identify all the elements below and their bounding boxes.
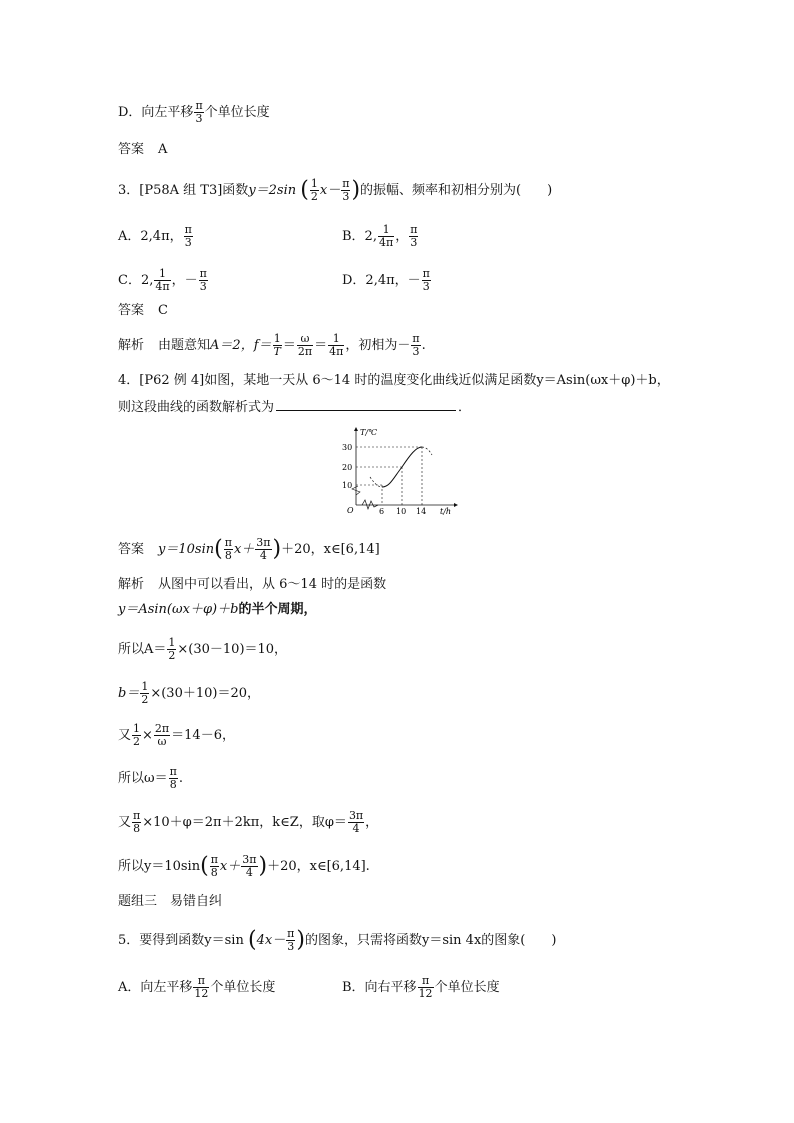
fraction: $\frac{\pi}{3}$	[342, 177, 350, 203]
fraction: $\frac{\pi}{3}$	[184, 223, 192, 249]
fraction: $\frac{1}{4\pi}$	[155, 267, 170, 293]
option-d-line-q3: D．2,4π，－ $\frac{\pi}{3}$	[342, 267, 430, 293]
analysis-line-q4-7: 又 $\frac{\pi}{8}$ ×10＋φ＝2π＋2kπ，k∈Z，取φ＝ $\frac{3\pi}{4}$ ，	[118, 809, 379, 835]
analysis-line-q4-8: 所以y＝10sin( $\frac{\pi}{8}$ x＋ $\frac{3\pi}{4}$ )＋20，x∈[6,14].	[118, 853, 370, 879]
fraction: $\frac{1}{T}$	[273, 332, 281, 358]
answer-line	[118, 142, 167, 158]
fraction: $\frac{1}{2}$	[133, 722, 141, 748]
y-tick-10: 10	[342, 481, 353, 490]
fraction: $\frac{\pi}{8}$	[224, 536, 232, 562]
fraction: $\frac{\pi}{3}$	[287, 927, 295, 953]
y-tick-20: 20	[342, 463, 353, 472]
fraction: $\frac{\pi}{8}$	[133, 809, 141, 835]
question-4-stem-line1: 4．[P62 例 4]如图，某地一天从 6～14 时的温度变化曲线近似满足函数y＝Asin(ωx＋φ)＋b，	[118, 373, 670, 388]
y-tick-30: 30	[342, 443, 353, 452]
fraction: $\frac{1}{2}$	[168, 636, 176, 662]
origin-label: O	[347, 506, 354, 515]
q5-option-a: A．向左平移 $\frac{\pi}{12}$ 个单位长度	[118, 974, 276, 1000]
x-tick-14: 14	[416, 507, 427, 515]
analysis-line-q4-3: 所以A＝ $\frac{1}{2}$ ×(30－10)＝10，	[118, 636, 288, 662]
fraction: $\frac{\pi}{3}$	[410, 223, 418, 249]
x-tick-6: 6	[379, 507, 385, 515]
x-tick-10: 10	[396, 507, 407, 515]
fraction: $\frac{1}{4\pi}$	[378, 223, 394, 249]
answer-line-q4: 答案 y＝10sin( $\frac{\pi}{8}$ x＋ $\frac{3\pi}{4}$ )＋20，x∈[6,14]	[118, 536, 380, 562]
fraction: $\frac{3\pi}{4}$	[348, 809, 364, 835]
fraction: $\frac{\pi}{3}$	[199, 267, 207, 293]
fraction: $\frac{\pi}{8}$	[210, 853, 218, 879]
fraction: $\frac{1}{4\pi}$	[329, 332, 344, 358]
analysis-line-q4-6: 所以ω＝ $\frac{\pi}{8}$ .	[118, 765, 183, 791]
fraction: $\frac{1}{2}$	[310, 177, 318, 203]
y-axis-label: T/℃	[360, 428, 377, 437]
question-5-stem: 5．要得到函数y＝sin (4x－ $\frac{\pi}{3}$ )的图象，只需将函数y＝sin 4x的图象( )	[118, 927, 557, 953]
fraction: $\frac{3\pi}{4}$	[242, 853, 257, 879]
q5-option-b: B．向右平移 $\frac{\pi}{12}$ 个单位长度	[342, 974, 500, 1000]
x-axis-label: t/h	[440, 507, 452, 515]
answer-line-q3: 答案 C	[118, 303, 168, 318]
option-d-text: D．向左平移	[118, 105, 194, 120]
option-d-line: D．向左平移 $\frac{\pi}{3}$ 个单位长度	[118, 99, 270, 125]
fraction: $\frac{\pi}{8}$	[169, 765, 177, 791]
fraction: $\frac{2\pi}{\omega}$	[154, 722, 170, 748]
answer-value: A	[158, 142, 168, 157]
fraction: $\frac{\pi}{3}$	[412, 332, 420, 358]
fraction: $\frac{\pi}{12}$	[194, 974, 209, 1000]
fraction: $\frac{\pi}{12}$	[418, 974, 433, 1000]
option-b-line: B．2, $\frac{1}{4\pi}$ ， $\frac{\pi}{3}$	[342, 223, 418, 249]
analysis-line-q4-2: y＝Asin(ωx＋φ)＋b的半个周期，	[118, 602, 317, 617]
analysis-line-q3: 解析 由题意知A＝2，f＝ $\frac{1}{T}$ ＝ $\frac{\omega}{2\pi}$ ＝ $\frac{1}{4\pi}$ ，初相为－ $\frac{\pi}{3}$ .	[118, 332, 426, 358]
answer-blank	[276, 398, 456, 411]
analysis-line-q4-4: b＝ $\frac{1}{2}$ ×(30＋10)＝20，	[118, 680, 260, 706]
analysis-line-q4-5: 又 $\frac{1}{2}$ × $\frac{2\pi}{\omega}$ ＝14－6，	[118, 722, 235, 748]
answer-label: 答案	[118, 142, 145, 157]
analysis-line-q4: 解析 从图中可以看出，从 6～14 时的是函数	[118, 577, 387, 592]
fraction: $\frac{3\pi}{4}$	[256, 536, 271, 562]
fraction: $\frac{\pi}{3}$	[195, 99, 203, 125]
question-4-stem-line2: 则这段曲线的函数解析式为 ．	[118, 400, 472, 415]
fraction: $\frac{\omega}{2\pi}$	[297, 332, 313, 358]
option-a-line: A．2,4π， $\frac{\pi}{3}$	[118, 223, 192, 249]
fraction: $\frac{1}{2}$	[141, 680, 149, 706]
option-c-line: C．2, $\frac{1}{4\pi}$ ，－ $\frac{\pi}{3}$	[118, 267, 207, 293]
temperature-graph	[330, 425, 460, 515]
group-3-title: 题组三 易错自纠	[118, 894, 223, 909]
fraction: $\frac{\pi}{3}$	[422, 267, 430, 293]
question-3-stem: 3．[P58A 组 T3]函数y＝2sin ( $\frac{1}{2}$ x－ $\frac{\pi}{3}$ )的振幅、频率和初相分别为( )	[118, 177, 553, 203]
